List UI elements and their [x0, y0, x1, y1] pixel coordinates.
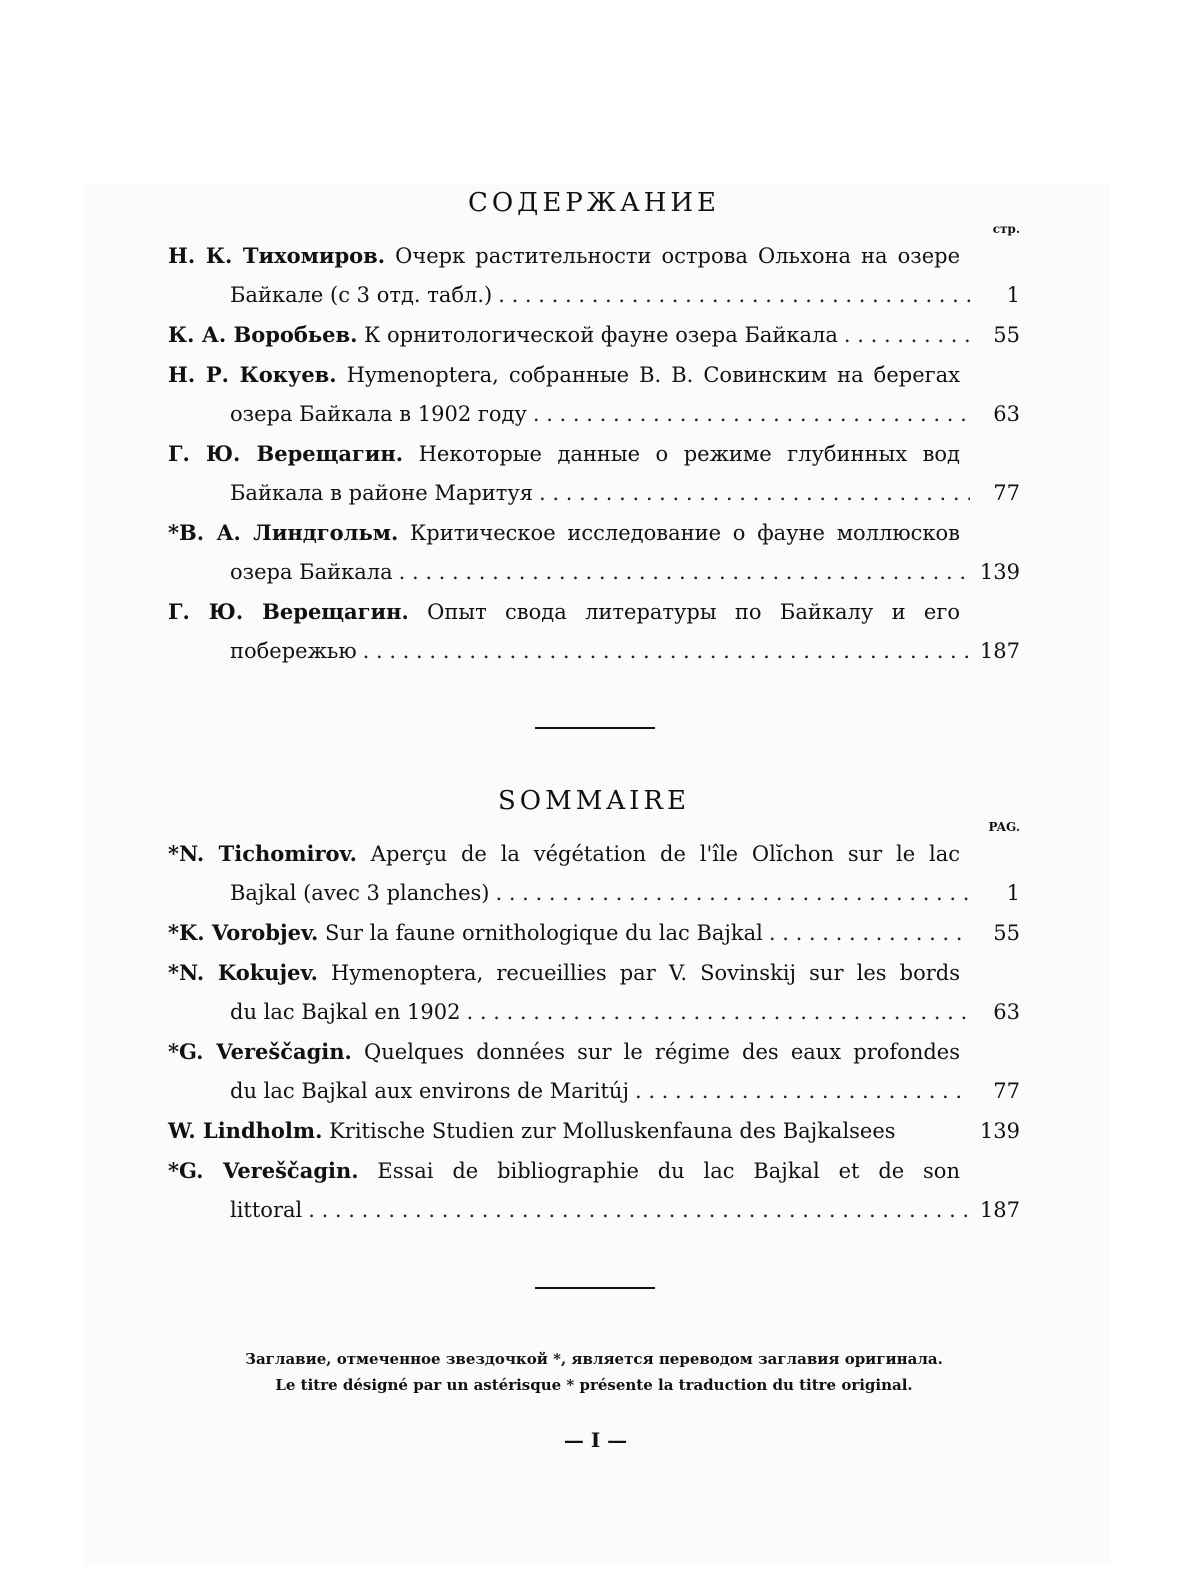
entry-title: Некоторые данные о режиме глубинных вод	[418, 442, 960, 466]
toc-entry-ru-3[interactable]	[168, 355, 1020, 434]
entry-page: 55	[993, 323, 1020, 347]
entry-title: Sur la faune ornithologique du lac Bajkal	[325, 921, 763, 945]
entry-author: Г. Ю. Верещагин.	[168, 599, 409, 624]
dot-leader	[467, 993, 971, 1032]
toc-entry-ru-5[interactable]	[168, 513, 1020, 592]
entry-page: 139	[979, 1119, 1020, 1143]
entry-title: Kritische Studien zur Molluskenfauna des Bajkalsees	[329, 1119, 896, 1143]
entry-page: 139	[979, 560, 1020, 584]
entry-author: Г. Ю. Верещагин.	[168, 441, 404, 466]
dot-leader	[539, 474, 970, 513]
contents-fr-title: SOMMAIRE	[498, 786, 690, 816]
dot-leader	[533, 395, 970, 434]
entry-author: Н. Р. Кокуев.	[168, 362, 337, 387]
entry-author: *G. Vereščagin.	[168, 1039, 352, 1064]
entry-page: 77	[993, 481, 1020, 505]
dot-leader	[844, 316, 970, 355]
entry-title: Hymenoptera, собранные В. В. Совинским на берегах	[346, 363, 960, 387]
toc-entry-fr-1[interactable]	[168, 834, 1020, 913]
footnote	[168, 1346, 1020, 1398]
toc-entry-fr-3[interactable]	[168, 953, 1020, 1032]
entry-page: 1	[1006, 881, 1020, 905]
entry-page: 1	[1006, 283, 1020, 307]
entry-author: *K. Vorobjev.	[168, 920, 319, 945]
entry-title-cont: du lac Bajkal en 1902	[230, 1000, 461, 1024]
entry-title: Очерк растительности острова Ольхона на озере	[395, 244, 961, 268]
entry-author: *G. Vereščagin.	[168, 1158, 359, 1183]
toc-entry-fr-5[interactable]	[168, 1111, 1020, 1151]
contents-ru-title: СОДЕРЖАНИЕ	[467, 188, 721, 218]
dot-leader	[495, 874, 970, 913]
entry-author: Н. К. Тихомиров.	[168, 243, 386, 268]
toc-entry-fr-2[interactable]	[168, 913, 1020, 953]
entry-title-cont: du lac Bajkal aux environs de Maritúj	[230, 1079, 629, 1103]
entry-author: *N. Tichomirov.	[168, 841, 357, 866]
footnote-fr: Le titre désigné par un astérisque * présente la traduction du titre original.	[275, 1376, 913, 1394]
entry-title-cont: побережью	[230, 639, 357, 663]
section-divider	[535, 727, 655, 729]
entry-page: 187	[979, 1198, 1020, 1222]
entry-author: W. Lindholm.	[168, 1118, 323, 1143]
contents-ru-col-label: стр.	[992, 222, 1020, 236]
dot-leader	[635, 1072, 970, 1111]
entry-author: К. А. Воробьев.	[168, 322, 358, 347]
entry-page: 55	[993, 921, 1020, 945]
toc-entry-ru-2[interactable]	[168, 315, 1020, 355]
toc-entry-ru-6[interactable]	[168, 592, 1020, 671]
dot-leader	[308, 1191, 970, 1230]
entry-title: Опыт свода литературы по Байкалу и его	[427, 600, 961, 624]
dot-leader	[363, 632, 970, 671]
dot-leader	[399, 553, 970, 592]
entry-title: Aperçu de la végétation de l'île Olĭchon sur le lac	[370, 842, 960, 866]
dot-leader	[498, 276, 970, 315]
contents-ru	[168, 188, 1020, 671]
contents-fr	[168, 786, 1020, 1230]
entry-page: 77	[993, 1079, 1020, 1103]
entry-author: *N. Kokujev.	[168, 960, 318, 985]
footnote-ru: Заглавие, отмеченное звездочкой *, является переводом заглавия оригинала.	[245, 1350, 943, 1368]
entry-title: Hymenoptera, recueillies par V. Sovinskij sur les bords	[331, 961, 960, 985]
entry-title-cont: озера Байкала в 1902 году	[230, 402, 527, 426]
entry-title-cont: Байкале (с 3 отд. табл.)	[230, 283, 493, 307]
entry-title-cont: Bajkal (avec 3 planches)	[230, 881, 490, 905]
entry-title: Quelques données sur le régime des eaux profondes	[364, 1040, 960, 1064]
toc-entry-fr-6[interactable]	[168, 1151, 1020, 1230]
toc-entry-fr-4[interactable]	[168, 1032, 1020, 1111]
section-divider	[535, 1287, 655, 1289]
entry-page: 187	[979, 639, 1020, 663]
page-number: — I —	[563, 1428, 628, 1452]
contents-fr-col-label: PAG.	[988, 820, 1020, 834]
entry-title: Критическое исследование о фауне моллюсков	[410, 521, 960, 545]
entry-title-cont: Байкала в районе Маритуя	[230, 481, 534, 505]
dot-leader	[769, 914, 970, 953]
entry-title-cont: littoral	[230, 1198, 303, 1222]
entry-title: Essai de bibliographie du lac Bajkal et de son	[377, 1159, 960, 1183]
entry-page: 63	[993, 1000, 1020, 1024]
entry-page: 63	[993, 402, 1020, 426]
entry-title-cont: озера Байкала	[230, 560, 393, 584]
entry-title: К орнитологической фауне озера Байкала	[364, 323, 838, 347]
entry-author: *В. А. Линдгольм.	[168, 520, 399, 545]
toc-entry-ru-1[interactable]	[168, 236, 1020, 315]
toc-entry-ru-4[interactable]	[168, 434, 1020, 513]
